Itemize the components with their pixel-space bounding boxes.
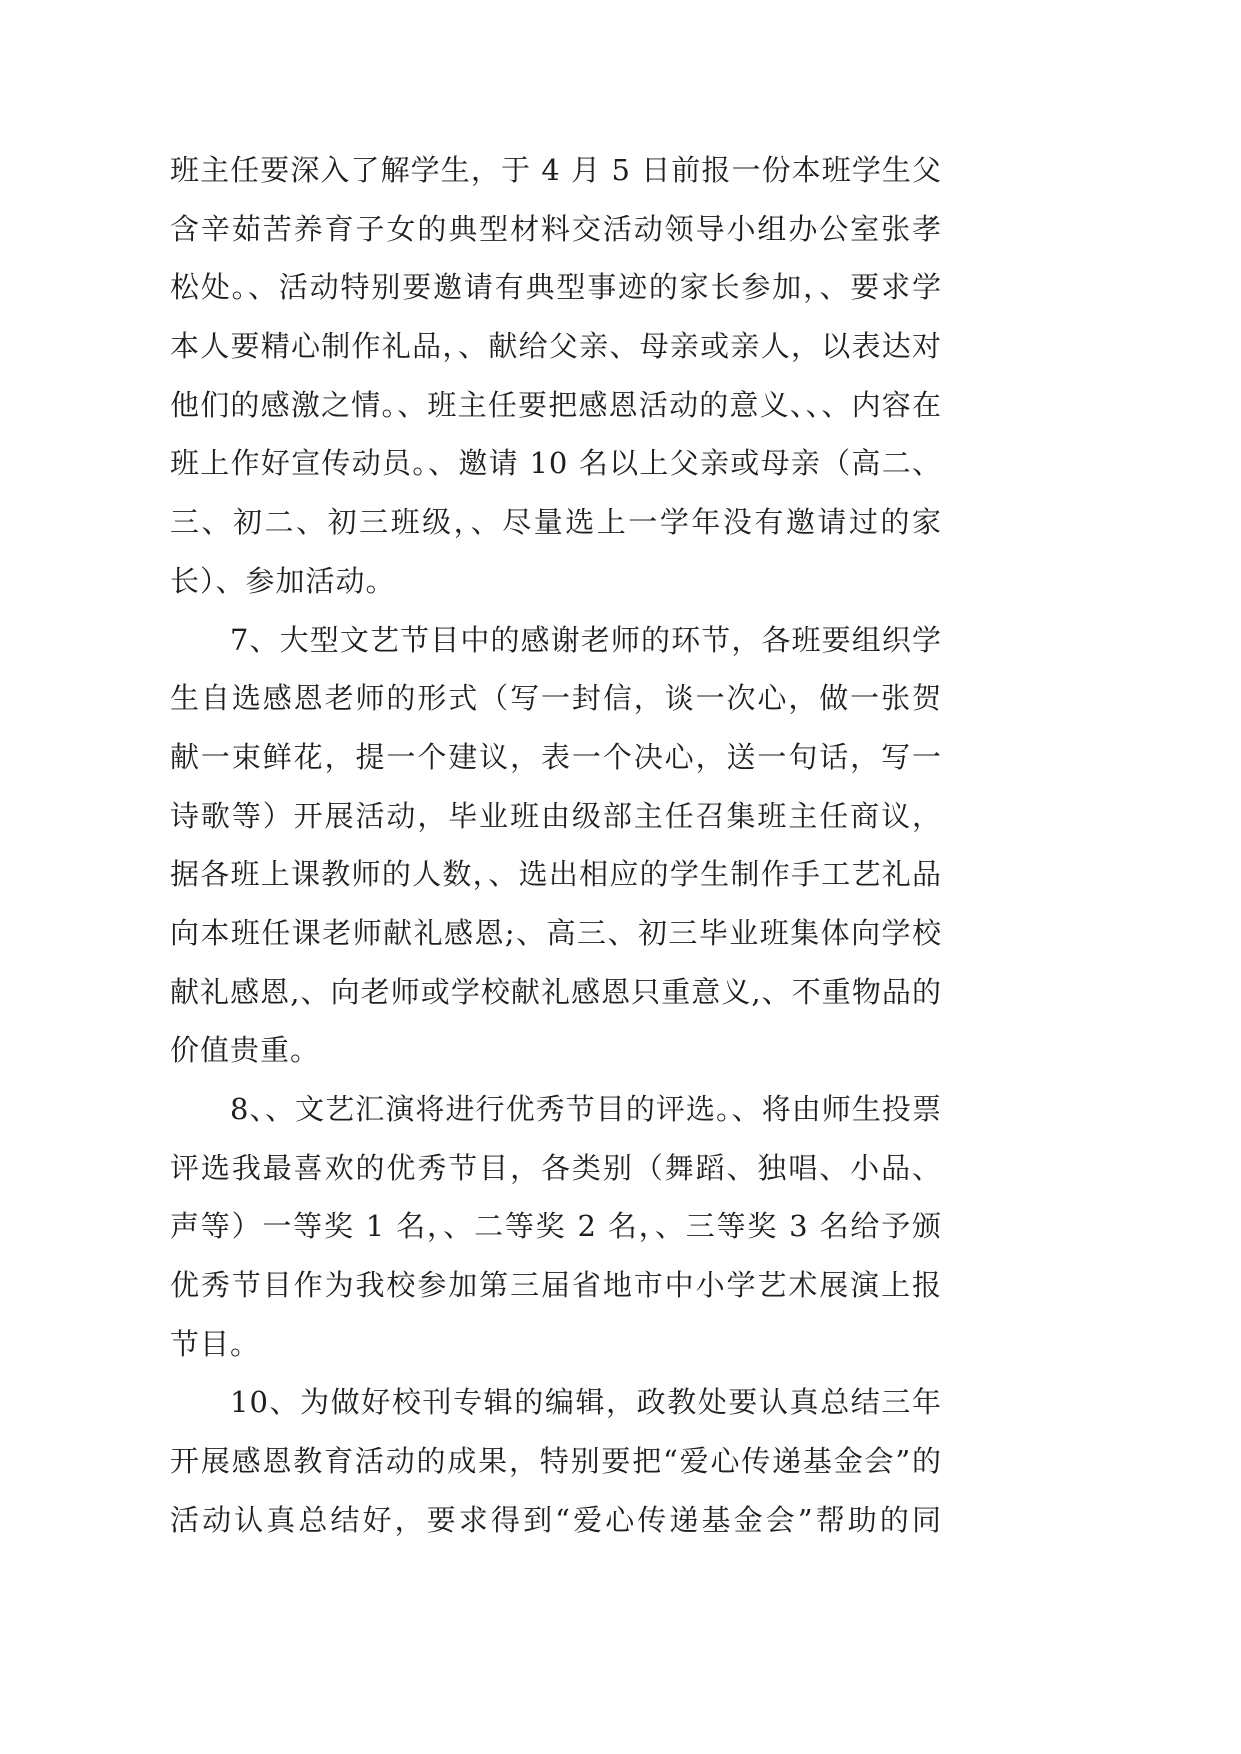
paragraph-line: 开展感恩教育活动的成果，特别要把“爱心传递基金会”的 [170, 1444, 942, 1479]
paragraph-line: 班主任要深入了解学生，于 4 月 5 日前报一份本班学生父 [170, 153, 942, 187]
paragraph-item-7 [170, 611, 942, 1081]
paragraph-line: 长）、参加活动。 [170, 563, 396, 598]
document-body [170, 141, 942, 1550]
paragraph-line: 评选我最喜欢的优秀节目，各类别（舞蹈、独唱、小品、 [170, 1150, 942, 1185]
paragraph-line: 松处。、活动特别要邀请有典型事迹的家长参加，、要求学 [170, 270, 942, 305]
paragraph-line: 本人要精心制作礼品，、献给父亲、母亲或亲人，以表达对 [170, 329, 942, 364]
paragraph-line: 活动认真总结好，要求得到“爱心传递基金会”帮助的同 [170, 1502, 942, 1537]
paragraph-line: 据各班上课教师的人数，、选出相应的学生制作手工艺礼品 [170, 857, 942, 892]
paragraph-line: 节目。 [170, 1326, 261, 1361]
paragraph-line: 诗歌等）开展活动，毕业班由级部主任召集班主任商议， [170, 798, 942, 833]
paragraph-line: 7、大型文艺节目中的感谢老师的环节，各班要组织学 [230, 622, 942, 657]
paragraph-line: 价值贵重。 [170, 1033, 321, 1068]
paragraph-line: 生自选感恩老师的形式（写一封信，谈一次心，做一张贺 [170, 681, 942, 716]
paragraph-class-teacher-materials [170, 141, 942, 611]
paragraph-line: 他们的感激之情。、班主任要把感恩活动的意义、、、内容在 [170, 387, 942, 422]
paragraph-line: 优秀节目作为我校参加第三届省地市中小学艺术展演上报 [170, 1268, 942, 1303]
paragraph-line: 向本班任课老师献礼感恩;、高三、初三毕业班集体向学校 [170, 915, 942, 950]
paragraph-line: 含辛茹苦养育子女的典型材料交活动领导小组办公室张孝 [170, 211, 942, 246]
paragraph-line: 声等）一等奖 1 名，、二等奖 2 名，、三等奖 3 名给予颁 [170, 1209, 942, 1244]
paragraph-line: 8、、文艺汇演将进行优秀节目的评选。、将由师生投票 [230, 1092, 942, 1126]
paragraph-line: 献一束鲜花，提一个建议，表一个决心，送一句话，写一 [170, 739, 942, 774]
paragraph-line: 献礼感恩,、向老师或学校献礼感恩只重意义,、不重物品的 [170, 974, 942, 1009]
paragraph-line: 10、为做好校刊专辑的编辑，政教处要认真总结三年 [230, 1385, 942, 1420]
paragraph-item-8 [170, 1080, 942, 1373]
paragraph-line: 班上作好宣传动员。、邀请 10 名以上父亲或母亲（高二、 [170, 446, 942, 481]
paragraph-line: 三、初二、初三班级，、尽量选上一学年没有邀请过的家 [170, 505, 942, 540]
paragraph-item-10 [170, 1373, 942, 1549]
